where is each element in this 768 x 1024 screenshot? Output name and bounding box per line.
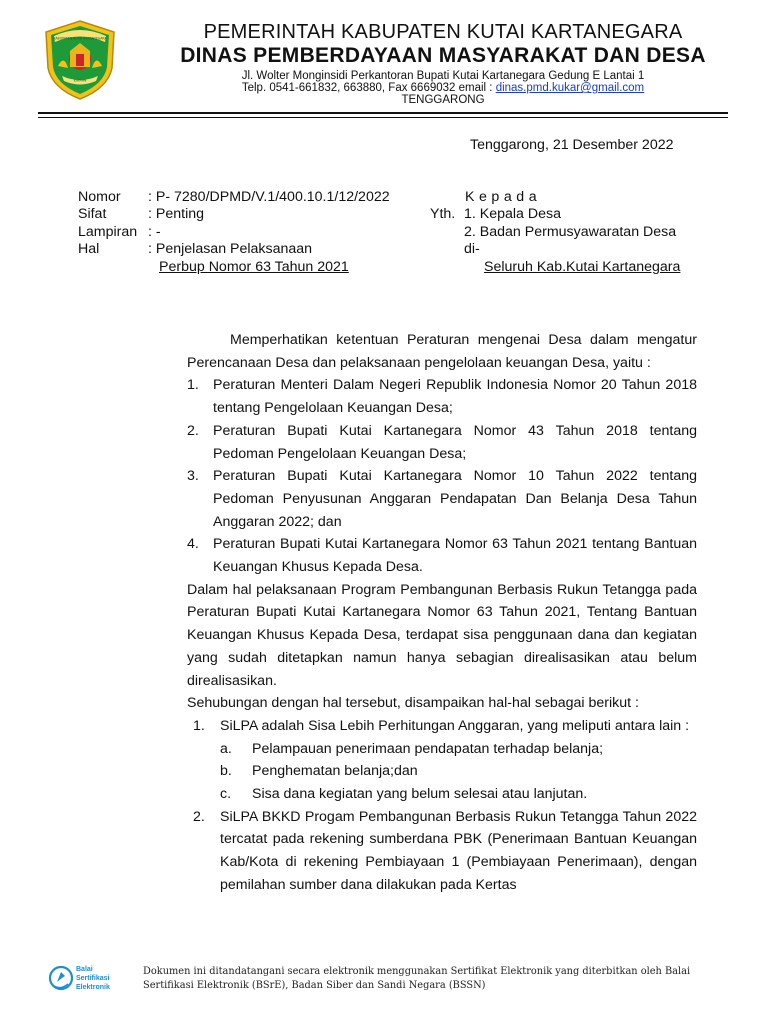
meta-label-hal: Hal bbox=[78, 241, 100, 257]
subpoint-item-a bbox=[220, 738, 697, 761]
bsre-logo bbox=[48, 960, 110, 996]
logo-bottom-text: IDAMAN bbox=[73, 78, 87, 83]
subpoint-text: Sisa dana kegiatan yang belum selesai atau lanjutan. bbox=[252, 786, 588, 803]
point-item-2 bbox=[193, 806, 697, 897]
regulation-num: 2. bbox=[187, 422, 199, 439]
regulation-num: 3. bbox=[187, 468, 199, 485]
subpoint-num: b. bbox=[220, 763, 232, 780]
meta-value-hal-line2: Perbup Nomor 63 Tahun 2021 bbox=[159, 259, 349, 275]
office-city: TENGGARONG bbox=[401, 94, 485, 106]
regulation-text: Peraturan Bupati Kutai Kartanegara Nomor 10 Tahun 2022 tentang Pedoman Penyusunan Anggaran Pendapatan Dan Belanja Desa Tahun Anggaran 2022; dan bbox=[213, 468, 697, 530]
regulation-text: Peraturan Menteri Dalam Negeri Republik Indonesia Nomor 20 Tahun 2018 tentang Pengelolaan Keuangan Desa; bbox=[213, 377, 697, 417]
bsre-logo-line-3: Elektronik bbox=[76, 984, 110, 991]
subpoint-item-c bbox=[220, 783, 697, 806]
agency-name: DINAS PEMBERDAYAAN MASYARAKAT DAN DESA bbox=[180, 44, 706, 67]
contact-line bbox=[118, 82, 768, 94]
letter-body bbox=[187, 329, 697, 897]
regulation-item-2 bbox=[187, 420, 697, 465]
meta-value-lampiran: : - bbox=[148, 224, 161, 240]
subpoint-text: Pelampauan penerimaan pendapatan terhadap belanja; bbox=[252, 740, 604, 757]
regulation-item-1 bbox=[187, 374, 697, 419]
government-name: PEMERINTAH KABUPATEN KUTAI KARTANEGARA bbox=[203, 21, 683, 43]
place-date: Tenggarong, 21 Desember 2022 bbox=[470, 137, 674, 153]
e-signature-notice: Dokumen ini ditandatangani secara elektronik menggunakan Sertifikat Elektronik yang diterbitkan oleh Balai Sertifikasi Elektronik (BSrE), Badan Siber dan Sandi Negara (BSSN) bbox=[143, 966, 691, 991]
meta-value-hal: : Penjelasan Pelaksanaan bbox=[148, 241, 313, 257]
point-num: 1. bbox=[193, 717, 205, 734]
subpoint-num: a. bbox=[220, 740, 232, 757]
recipient-di: di- bbox=[464, 241, 480, 257]
regulation-item-3 bbox=[187, 465, 697, 533]
subpoint-list bbox=[220, 738, 697, 806]
meta-value-sifat: : Penting bbox=[148, 206, 205, 222]
recipient-item-1: 1. Kepala Desa bbox=[464, 206, 562, 222]
contact-prefix: Telp. 0541-661832, 663880, Fax 6669032 email : bbox=[241, 82, 496, 94]
regulation-text: Peraturan Bupati Kutai Kartanegara Nomor 63 Tahun 2021 tentang Bantuan Keuangan Khusus Kepada Desa. bbox=[213, 536, 697, 576]
subpoint-item-b bbox=[220, 760, 697, 783]
context-paragraph: Dalam hal pelaksanaan Program Pembangunan Berbasis Rukun Tetangga pada Peraturan Bupati Kutai Kartanegara Nomor 63 Tahun 2021, Tentang Bantuan Keuangan Khusus Kepada Desa, terdapat sisa penggunaan dana dan kegiatan yang sudah ditetapkan namun hanya sebagian direalisasikan atau belum direalisasikan. bbox=[187, 581, 697, 689]
points-intro: Sehubungan dengan hal tersebut, disampaikan hal-hal sebagai berikut : bbox=[187, 695, 639, 712]
meta-value-nomor: : P- 7280/DPMD/V.1/400.10.1/12/2022 bbox=[148, 189, 390, 205]
subpoint-text: Penghematan belanja;dan bbox=[252, 763, 418, 780]
meta-label-sifat: Sifat bbox=[78, 206, 107, 222]
meta-label-lampiran: Lampiran bbox=[78, 224, 138, 240]
office-address: Jl. Wolter Monginsidi Perkantoran Bupati Kutai Kartanegara Gedung E Lantai 1 bbox=[241, 70, 645, 82]
letterhead-rule-thin bbox=[38, 117, 728, 118]
point-text: SiLPA BKKD Progam Pembangunan Berbasis Rukun Tetangga Tahun 2022 tercatat pada rekening sumberdana PBK (Penerimaan Bantuan Keuangan Kab/Kota di rekening Pembiayaan 1 (Pembiayaan Penerimaan), dengan pemilahan sumber dana dilakukan pada Kertas bbox=[220, 808, 697, 893]
recipient-item-2: 2. Badan Permusyawaratan Desa bbox=[464, 224, 677, 240]
regulation-item-4 bbox=[187, 533, 697, 578]
regulation-num: 4. bbox=[187, 536, 199, 553]
email-link[interactable]: dinas.pmd.kukar@gmail.com bbox=[495, 82, 645, 94]
point-text: SiLPA adalah Sisa Lebih Perhitungan Anggaran, yang meliputi antara lain : bbox=[220, 717, 690, 734]
recipient-heading: K e p a d a bbox=[465, 189, 537, 205]
point-num: 2. bbox=[193, 808, 205, 825]
point-item-1 bbox=[193, 715, 697, 738]
logo-top-text: KABUPATEN KUTAI KARTANEGARA bbox=[53, 36, 107, 41]
recipient-yth: Yth. bbox=[430, 206, 456, 222]
regency-logo bbox=[38, 18, 122, 102]
subpoint-num: c. bbox=[220, 786, 232, 803]
recipient-place: Seluruh Kab.Kutai Kartanegara bbox=[484, 259, 681, 275]
letterhead-rule-thick bbox=[38, 112, 728, 114]
regulation-num: 1. bbox=[187, 377, 199, 394]
intro-paragraph: Memperhatikan ketentuan Peraturan mengenai Desa dalam mengatur Perencanaan Desa dan pelaksanaan pengelolaan keuangan Desa, yaitu : bbox=[187, 332, 697, 371]
bsre-logo-line-2: Sertifikasi bbox=[76, 975, 110, 982]
meta-label-nomor: Nomor bbox=[78, 189, 121, 205]
bsre-logo-line-1: Balai bbox=[76, 966, 93, 973]
regulation-text: Peraturan Bupati Kutai Kartanegara Nomor 43 Tahun 2018 tentang Pedoman Pengelolaan Keuangan Desa; bbox=[213, 422, 697, 462]
